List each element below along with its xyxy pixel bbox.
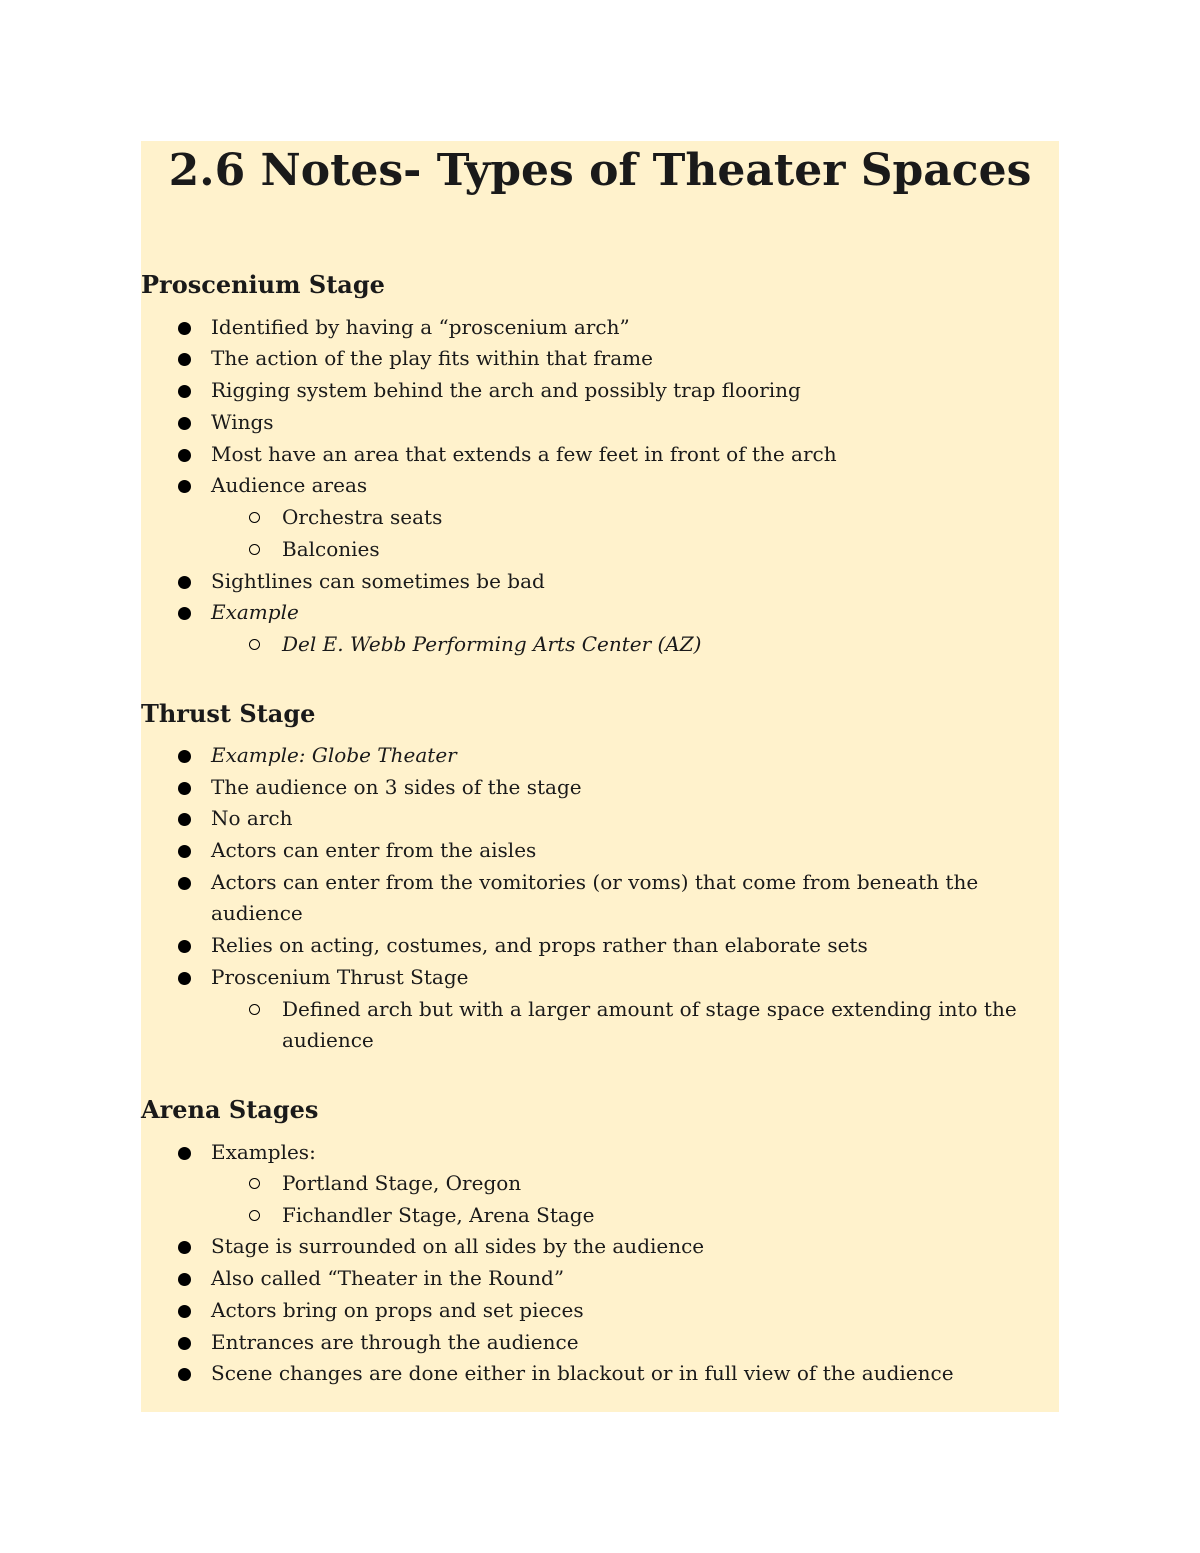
bullet-icon — [178, 877, 191, 890]
list-item: The audience on 3 sides of the stage — [211, 773, 582, 801]
list-item: Actors can enter from the aisles — [211, 836, 536, 864]
hollow-bullet-icon — [249, 639, 260, 650]
bullet-icon — [178, 480, 191, 493]
list-item: Relies on acting, costumes, and props rather than elaborate sets — [211, 931, 868, 959]
list-item-continuation: audience — [211, 901, 303, 925]
bullet-icon — [178, 813, 191, 826]
list-item: Wings — [211, 408, 274, 436]
section-heading-arena: Arena Stages — [141, 1095, 319, 1124]
bullet-icon — [178, 322, 191, 335]
list-item: Audience areas — [211, 471, 367, 499]
bullet-icon — [178, 417, 191, 430]
bullet-icon — [178, 1241, 191, 1254]
list-item: No arch — [211, 804, 292, 832]
sub-list-item: Defined arch but with a larger amount of stage space extending into the — [282, 995, 1017, 1023]
list-item: Also called “Theater in the Round” — [211, 1264, 564, 1292]
hollow-bullet-icon — [249, 512, 260, 523]
list-item: Example — [211, 598, 299, 626]
list-item: Entrances are through the audience — [211, 1328, 579, 1356]
list-item: Scene changes are done either in blackout or in full view of the audience — [211, 1359, 954, 1387]
section-heading-thrust: Thrust Stage — [141, 699, 316, 728]
bullet-icon — [178, 353, 191, 366]
hollow-bullet-icon — [249, 1178, 260, 1189]
bullet-icon — [178, 607, 191, 620]
list-item: Example: Globe Theater — [211, 741, 457, 769]
sub-list-item: Orchestra seats — [282, 503, 442, 531]
bullet-icon — [178, 385, 191, 398]
list-item: Sightlines can sometimes be bad — [211, 567, 545, 595]
section-heading-proscenium: Proscenium Stage — [141, 270, 385, 299]
hollow-bullet-icon — [249, 1210, 260, 1221]
hollow-bullet-icon — [249, 544, 260, 555]
bullet-icon — [178, 972, 191, 985]
bullet-icon — [178, 449, 191, 462]
list-item: The action of the play fits within that frame — [211, 344, 653, 372]
sub-list-item: Del E. Webb Performing Arts Center (AZ) — [282, 630, 701, 658]
list-item: Rigging system behind the arch and possibly trap flooring — [211, 376, 801, 404]
list-item: Examples: — [211, 1138, 316, 1166]
list-item: Actors can enter from the vomitories (or voms) that come from beneath the — [211, 868, 978, 896]
page-title: 2.6 Notes- Types of Theater Spaces — [168, 145, 1032, 196]
bullet-icon — [178, 750, 191, 763]
bullet-icon — [178, 845, 191, 858]
bullet-icon — [178, 1368, 191, 1381]
list-item: Stage is surrounded on all sides by the audience — [211, 1232, 704, 1260]
list-item: Identified by having a “proscenium arch” — [211, 313, 630, 341]
sub-list-item: Portland Stage, Oregon — [282, 1169, 521, 1197]
bullet-icon — [178, 1337, 191, 1350]
sub-list-item: Balconies — [282, 535, 380, 563]
bullet-icon — [178, 1147, 191, 1160]
bullet-icon — [178, 940, 191, 953]
sub-list-item: Fichandler Stage, Arena Stage — [282, 1201, 594, 1229]
bullet-icon — [178, 782, 191, 795]
list-item: Proscenium Thrust Stage — [211, 963, 468, 991]
sub-list-item-continuation: audience — [282, 1028, 374, 1052]
list-item: Actors bring on props and set pieces — [211, 1296, 584, 1324]
bullet-icon — [178, 1305, 191, 1318]
bullet-icon — [178, 576, 191, 589]
hollow-bullet-icon — [249, 1004, 260, 1015]
bullet-icon — [178, 1273, 191, 1286]
list-item: Most have an area that extends a few feet in front of the arch — [211, 440, 837, 468]
